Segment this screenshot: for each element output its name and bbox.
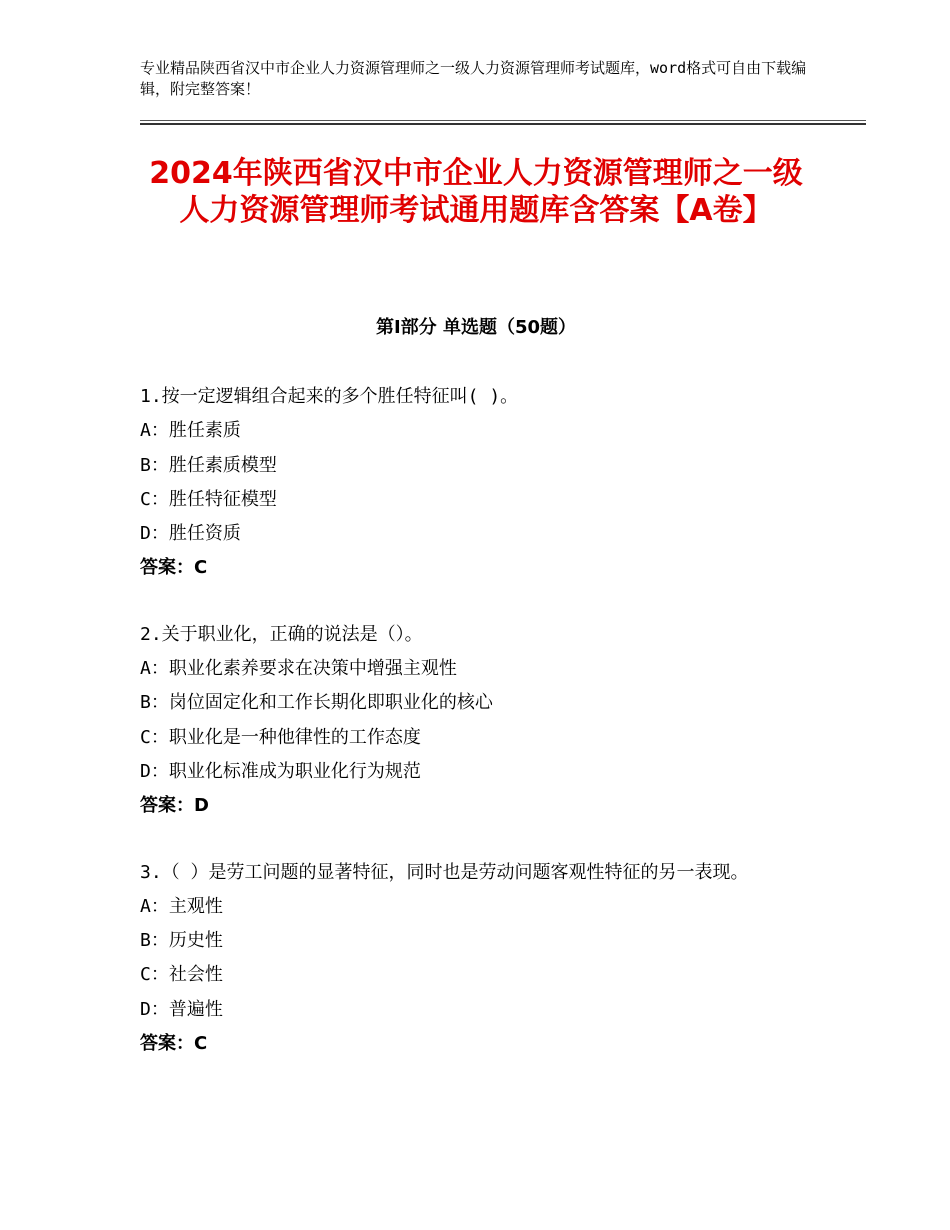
option-b: B：岗位固定化和工作长期化即职业化的核心 [140, 692, 493, 714]
option-d: D：普遍性 [140, 998, 223, 1020]
question-1 [140, 380, 820, 586]
question-stem: 3.（ ）是劳工问题的显著特征，同时也是劳动问题客观性特征的另一表现。 [140, 861, 749, 883]
question-list [140, 380, 820, 1093]
header-divider-thick [140, 123, 866, 125]
header-note: 专业精品陕西省汉中市企业人力资源管理师之一级人力资源管理师考试题库，word格式可自由下载编辑，附完整答案！ [140, 59, 807, 98]
option-a: A：主观性 [140, 895, 223, 917]
question-stem: 2.关于职业化，正确的说法是（）。 [140, 623, 423, 645]
answer-label: 答案：C [140, 557, 208, 579]
question-3 [140, 856, 820, 1062]
answer-label: 答案：C [140, 1033, 208, 1055]
option-c: C：社会性 [140, 964, 223, 986]
option-c: C：胜任特征模型 [140, 488, 277, 510]
header-divider-thin [140, 120, 866, 121]
option-d: D：职业化标准成为职业化行为规范 [140, 760, 421, 782]
option-d: D：胜任资质 [140, 523, 241, 545]
question-2 [140, 618, 820, 824]
option-a: A：胜任素质 [140, 420, 241, 442]
answer-label: 答案：D [140, 795, 209, 817]
option-a: A：职业化素养要求在决策中增强主观性 [140, 658, 457, 680]
document-title: 2024年陕西省汉中市企业人力资源管理师之一级人力资源管理师考试通用题库含答案【A卷】 [149, 156, 803, 228]
question-stem: 1.按一定逻辑组合起来的多个胜任特征叫( )。 [140, 386, 519, 407]
option-b: B：胜任素质模型 [140, 454, 277, 476]
section-title: 第Ⅰ部分 单选题（50题） [375, 317, 576, 338]
option-c: C：职业化是一种他律性的工作态度 [140, 726, 421, 748]
option-b: B：历史性 [140, 930, 223, 952]
